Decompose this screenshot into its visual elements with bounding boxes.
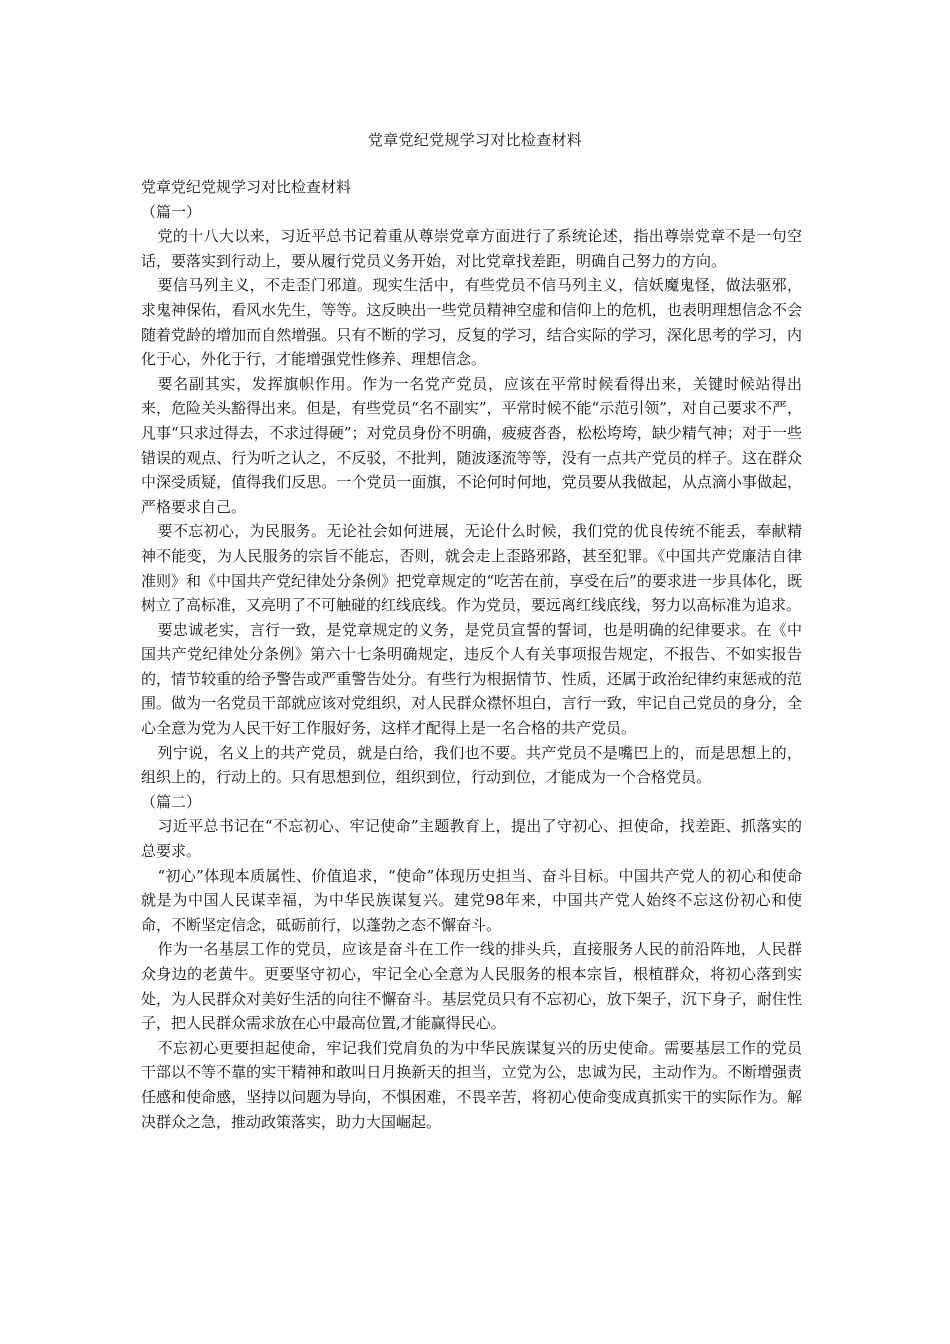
paragraph: 要名副其实，发挥旗帜作用。作为一名党产党员，应该在平常时候看得出来，关键时候站得出来，危险关头豁得出来。但是，有些党员“名不副实”，平常时候不能“示范引领”，对自己要求不严，凡事“只求过得去，不求过得硬”；对党员身份不明确，疲疲沓沓，松松垮垮，缺少精气神；对于一些错误的观点、行为听之认之，不反驳，不批判，随波逐流等等，没有一点共产党员的样子。这在群众中深受质疑，值得我们反思。一个党员一面旗，不论何时何地，党员要从我做起，从点滴小事做起，严格要求自己。: [141, 374, 802, 516]
page-title: 党章党纪党规学习对比检查材料: [367, 131, 583, 149]
paragraph: 要信马列主义，不走歪门邪道。现实生活中，有些党员不信马列主义，信妖魔鬼怪，做法驱邪，求鬼神保佑，看风水先生，等等。这反映出一些党员精神空虚和信仰上的危机，也表明理想信念不会随着党龄的增加而自然增强。只有不断的学习，反复的学习，结合实际的学习，深化思考的学习，内化于心，外化于行，才能增强党性修养、理想信念。: [141, 276, 802, 369]
paragraph: 要忠诚老实，言行一致，是党章规定的义务，是党员宣誓的誓词，也是明确的纪律要求。在《中国共产党纪律处分条例》第六十七条明确规定，违反个人有关事项报告规定，不报告、不如实报告的，情节较重的给予警告或严重警告处分。有些行为根据情节、性质，还属于政治纪律约束惩戒的范围。做为一名党员干部就应该对党组织，对人民群众襟怀坦白，言行一致，牢记自己党员的身分，全心全意为党为人民干好工作服好务，这样才配得上是一名合格的共产党员。: [141, 620, 802, 738]
section-heading-2: （篇二）: [141, 792, 202, 811]
document-body: [141, 175, 802, 1134]
paragraph: 党的十八大以来，习近平总书记着重从尊崇党章方面进行了系统论述，指出尊崇党章不是一句空话，要落实到行动上，要从履行党员义务开始，对比党章找差距，明确自己努力的方向。: [141, 227, 802, 270]
paragraph: 不忘初心更要担起使命，牢记我们党肩负的为中华民族谋复兴的历史使命。需要基层工作的党员干部以不等不靠的实干精神和敢叫日月换新天的担当，立党为公，忠诚为民，主动作为。不断增强责任感和使命感，坚持以问题为导向，不惧困难，不畏辛苦，将初心使命变成真抓实干的实际作为。解决群众之急，推动政策落实，助力大国崛起。: [141, 1038, 802, 1131]
paragraph: 习近平总书记在“不忘初心、牢记使命”主题教育上，提出了守初心、担使命，找差距、抓落实的总要求。: [141, 817, 802, 861]
paragraph: 列宁说，名义上的共产党员，就是白给，我们也不要。共产党员不是嘴巴上的，而是思想上的，组织上的，行动上的。只有思想到位，组织到位，行动到位，才能成为一个合格党员。: [141, 743, 802, 787]
paragraph: 要不忘初心，为民服务。无论社会如何进展，无论什么时候，我们党的优良传统不能丢，奉献精神不能变，为人民服务的宗旨不能忘，否则，就会走上歪路邪路，甚至犯罪。《中国共产党廉洁自律准则》和《中国共产党纪律处分条例》把党章规定的“吃苦在前，享受在后”的要求进一步具体化，既树立了高标准，又亮明了不可触碰的红线底线。作为党员，要远离红线底线，努力以高标准为追求。: [141, 522, 802, 615]
paragraph: “初心”体现本质属性、价值追求，“使命”体现历史担当、奋斗目标。中国共产党人的初心和使命就是为中国人民谋幸福，为中华民族谋复兴。建党98年来，中国共产党人始终不忘这份初心和使命，不断坚定信念，砥砺前行，以蓬勃之态不懈奋斗。: [141, 866, 802, 934]
paragraph: 作为一名基层工作的党员，应该是奋斗在工作一线的排头兵，直接服务人民的前沿阵地，人民群众身边的老黄牛。更要坚守初心，牢记全心全意为人民服务的根本宗旨，根植群众，将初心落到实处，为人民群众对美好生活的向往不懈奋斗。基层党员只有不忘初心，放下架子，沉下身子，耐住性子，把人民群众需求放在心中最高位置,才能赢得民心。: [141, 940, 802, 1033]
document-subtitle: 党章党纪党规学习对比检查材料: [141, 178, 352, 196]
section-heading-1: （篇一）: [141, 202, 202, 221]
